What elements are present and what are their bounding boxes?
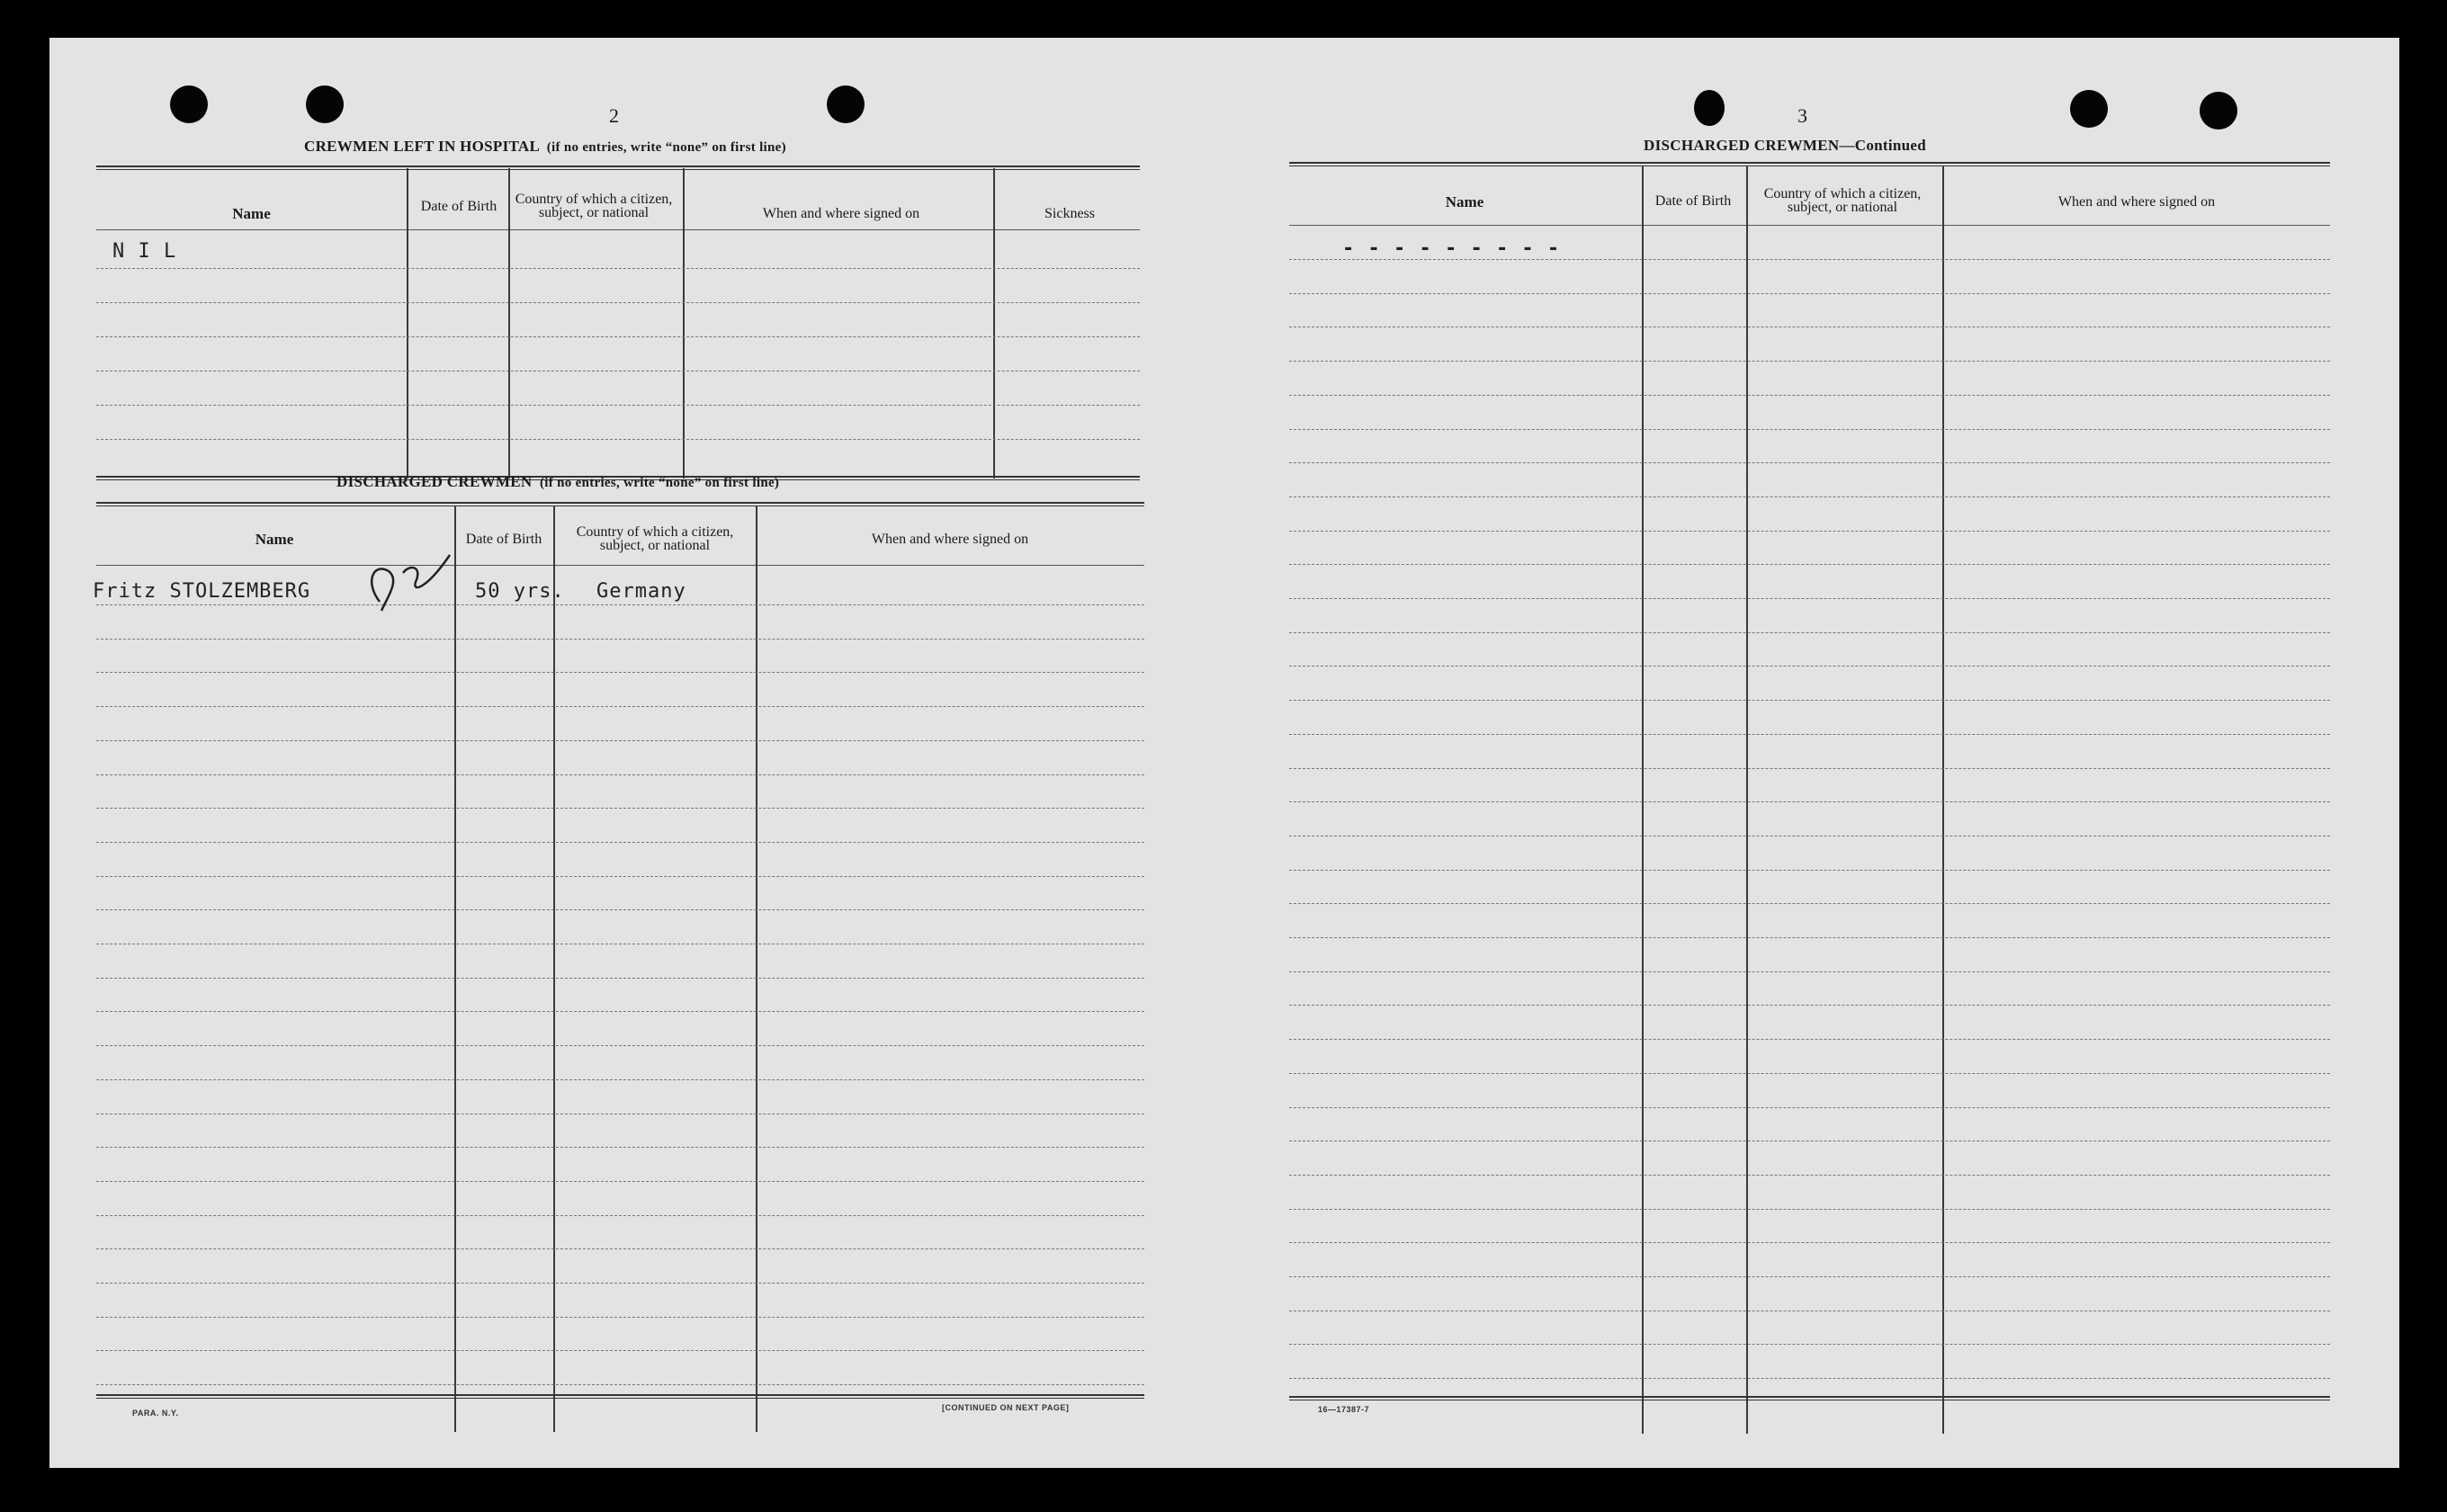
footer-form-number: 16—17387-7 xyxy=(1318,1405,1370,1414)
ledger-row-line xyxy=(96,639,1144,640)
ledger-row-line xyxy=(96,740,1144,741)
ledger-row-line xyxy=(1289,632,2330,633)
discharged-col-name: Name xyxy=(255,530,294,548)
ledger-row-line xyxy=(1289,836,2330,837)
ledger-row-line xyxy=(96,1384,1144,1385)
ledger-row-line xyxy=(1289,1209,2330,1210)
discharged-col-signed: When and where signed on xyxy=(871,531,1029,547)
ledger-row-line xyxy=(1289,870,2330,871)
hospital-top-rule xyxy=(96,166,1140,170)
discharged-col-country: Country of which a citizen, subject, or national xyxy=(576,524,734,553)
hospital-col-divider xyxy=(993,168,995,479)
right-bottom-rule xyxy=(1289,1396,2330,1400)
right-header-rule xyxy=(1289,225,2330,226)
discharged-col-divider xyxy=(454,505,456,1432)
hospital-row-line xyxy=(96,302,1140,303)
ledger-row-line xyxy=(1289,1344,2330,1345)
discharged-dob: 50 yrs. xyxy=(475,580,565,603)
ledger-row-line xyxy=(96,1248,1144,1249)
ledger-row-line xyxy=(96,1011,1144,1012)
discharged-col-divider xyxy=(553,505,555,1432)
document-sheet xyxy=(49,38,2399,1468)
ledger-row-line xyxy=(1289,734,2330,735)
ledger-row-line xyxy=(96,842,1144,843)
ledger-row-line xyxy=(96,1317,1144,1318)
ledger-row-line xyxy=(1289,1242,2330,1243)
ledger-row-line xyxy=(1289,1175,2330,1176)
discharged-col-dob: Date of Birth xyxy=(465,531,542,547)
discharged-section-title: DISCHARGED CREWMEN (if no entries, write “none” on first line) xyxy=(336,473,780,490)
ledger-row-line xyxy=(1289,395,2330,396)
ledger-row-line xyxy=(1289,1005,2330,1006)
ledger-row-line xyxy=(96,808,1144,809)
discharged-top-rule xyxy=(96,502,1144,506)
hospital-col-divider xyxy=(508,168,510,479)
right-entry: - - - - - - - - - xyxy=(1342,237,1561,260)
hospital-section-title: CREWMEN LEFT IN HOSPITAL (if no entries, write “none” on first line) xyxy=(304,138,786,155)
ledger-row-line xyxy=(96,909,1144,910)
right-col-signed: When and where signed on xyxy=(2057,193,2216,210)
ledger-row-line xyxy=(1289,1039,2330,1040)
ledger-row-line xyxy=(1289,700,2330,701)
punch-hole xyxy=(2070,90,2108,128)
right-section-title: DISCHARGED CREWMEN—Continued xyxy=(1644,137,1926,154)
discharged-header-rule xyxy=(96,565,1144,566)
ledger-row-line xyxy=(96,1215,1144,1216)
ledger-row-line xyxy=(1289,1276,2330,1277)
ledger-row-line xyxy=(96,1079,1144,1080)
ledger-row-line xyxy=(1289,903,2330,904)
hospital-row-line xyxy=(96,336,1140,337)
ledger-row-line xyxy=(1289,531,2330,532)
ledger-row-line xyxy=(1289,937,2330,938)
hospital-row-line xyxy=(96,439,1140,440)
ledger-row-line xyxy=(96,1147,1144,1148)
hospital-entry: N I L xyxy=(112,240,177,263)
ledger-row-line xyxy=(96,1181,1144,1182)
ledger-row-line xyxy=(1289,666,2330,667)
ledger-row-line xyxy=(1289,801,2330,802)
ledger-row-line xyxy=(1289,971,2330,972)
hospital-col-divider xyxy=(683,168,685,479)
ledger-row-line xyxy=(1289,1378,2330,1379)
ledger-row-line xyxy=(96,1283,1144,1284)
page-number-left: 2 xyxy=(609,104,619,127)
ledger-row-line xyxy=(96,1350,1144,1351)
punch-hole xyxy=(306,85,344,123)
punch-hole xyxy=(1694,90,1725,126)
hospital-col-dob: Date of Birth xyxy=(420,198,497,214)
hospital-col-sickness: Sickness xyxy=(1044,205,1095,221)
ledger-row-line xyxy=(96,672,1144,673)
right-col-divider xyxy=(1642,166,1644,1434)
hospital-row-line xyxy=(96,405,1140,406)
ledger-row-line xyxy=(1289,361,2330,362)
ledger-row-line xyxy=(96,876,1144,877)
ledger-row-line xyxy=(96,1045,1144,1046)
ledger-row-line xyxy=(1289,462,2330,463)
ledger-row-line xyxy=(1289,598,2330,599)
discharged-bottom-rule xyxy=(96,1394,1144,1399)
discharged-name: Fritz STOLZEMBERG xyxy=(93,580,311,603)
ledger-row-line xyxy=(96,774,1144,775)
punch-hole xyxy=(2200,92,2237,130)
ledger-row-line xyxy=(1289,564,2330,565)
ledger-row-line xyxy=(1289,768,2330,769)
footer-continued: [CONTINUED ON NEXT PAGE] xyxy=(942,1403,1070,1412)
punch-hole xyxy=(827,85,865,123)
footer-printer: PARA. N.Y. xyxy=(132,1409,179,1418)
ledger-row-line xyxy=(1289,1107,2330,1108)
ledger-row-line xyxy=(1289,429,2330,430)
page-number-right: 3 xyxy=(1797,104,1807,127)
right-col-country: Country of which a citizen, subject, or national xyxy=(1763,186,1922,215)
hospital-row-line xyxy=(96,268,1140,269)
right-col-dob: Date of Birth xyxy=(1654,192,1732,209)
hospital-col-name: Name xyxy=(232,204,271,222)
ledger-row-line xyxy=(1289,1073,2330,1074)
ledger-row-line xyxy=(96,604,1144,605)
right-col-name: Name xyxy=(1445,192,1484,210)
hospital-col-country: Country of which a citizen, subject, or national xyxy=(515,192,673,220)
discharged-col-divider xyxy=(756,505,757,1432)
punch-hole xyxy=(170,85,208,123)
ledger-row-line xyxy=(96,706,1144,707)
ledger-row-line xyxy=(1289,293,2330,294)
hospital-col-divider xyxy=(407,168,408,479)
discharged-country: Germany xyxy=(596,580,686,603)
handwritten-initial-mark xyxy=(360,546,459,618)
right-col-divider xyxy=(1746,166,1748,1434)
ledger-row-line xyxy=(96,978,1144,979)
hospital-header-rule xyxy=(96,229,1140,230)
right-col-divider xyxy=(1942,166,1944,1434)
hospital-col-signed: When and where signed on xyxy=(762,205,920,221)
